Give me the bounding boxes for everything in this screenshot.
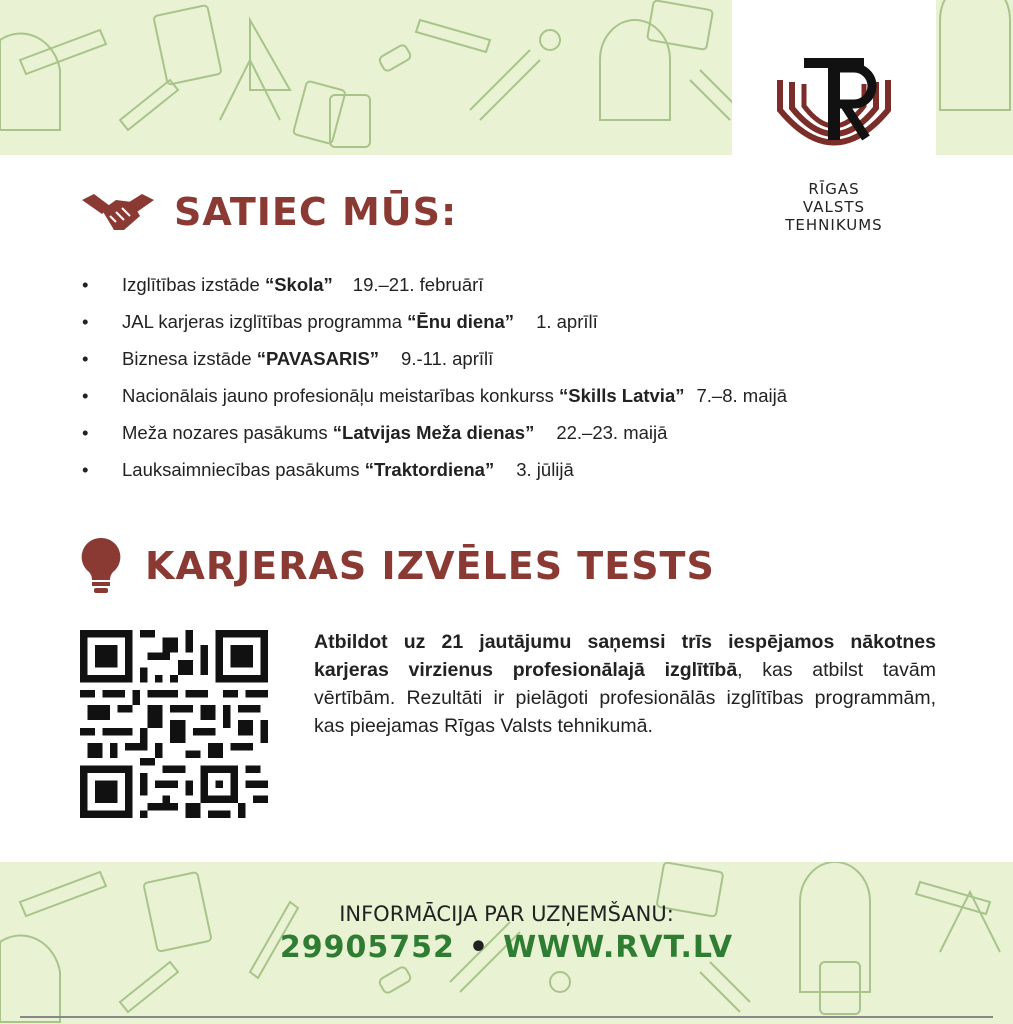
event-date: 3. jūlijā: [516, 459, 574, 480]
event-name: “Traktordiena”: [364, 459, 495, 480]
admissions-info-label: INFORMĀCIJA PAR UZŅEMŠANU:: [339, 902, 674, 926]
handshake-icon: [80, 186, 156, 236]
bullet: •: [82, 311, 89, 332]
logo-line-3: TEHNIKUMS: [785, 216, 883, 234]
logo-line-2: VALSTS: [802, 198, 866, 216]
logo-line-1: RĪGAS: [808, 180, 860, 198]
phone-number[interactable]: 29905752: [279, 930, 455, 965]
event-prefix: Lauksaimniecības pasākums: [122, 459, 365, 480]
event-name: “Skills Latvia”: [559, 385, 685, 406]
event-date: 19.–21. februārī: [352, 274, 484, 295]
contact-line: [0, 930, 1013, 965]
event-name: “Latvijas Meža dienas”: [332, 422, 535, 443]
description-bold: Atbildot uz 21 jautājumu saņemsi trīs iespējamos nākotnes karjeras virzienus profesionālajā izglītībā: [314, 631, 936, 681]
event-date: 9.-11. aprīlī: [401, 348, 494, 369]
bullet: •: [82, 348, 89, 369]
lightbulb-icon: [80, 536, 122, 594]
school-logo: [732, 0, 936, 240]
list-item: [82, 309, 787, 346]
qr-code[interactable]: [80, 630, 268, 818]
bullet: •: [82, 459, 89, 480]
list-item: [82, 383, 787, 420]
event-date: 7.–8. maijā: [696, 385, 787, 406]
event-prefix: Meža nozares pasākums: [122, 422, 333, 443]
list-item: [82, 457, 787, 494]
event-prefix: Biznesa izstāde: [122, 348, 257, 369]
bullet: •: [82, 422, 89, 443]
meet-us-heading: SATIEC MŪS:: [174, 190, 458, 234]
event-prefix: Izglītības izstāde: [122, 274, 265, 295]
event-name: “Ēnu diena”: [407, 311, 515, 332]
list-item: [82, 272, 787, 309]
list-item: [82, 420, 787, 457]
events-list: [82, 272, 787, 494]
bottom-divider: [20, 1016, 993, 1018]
separator-dot: •: [468, 930, 490, 965]
rvt-crest-icon: [732, 0, 936, 180]
bullet: •: [82, 385, 89, 406]
event-date: 1. aprīlī: [536, 311, 598, 332]
event-date: 22.–23. maijā: [556, 422, 668, 443]
event-name: “Skola”: [264, 274, 333, 295]
career-test-heading: KARJERAS IZVĒLES TESTS: [145, 544, 715, 588]
description-rest: , kas atbilst tavām vērtībām. Rezultāti ir pielāgoti profesionālās izglītības programmām, kas pieejamas Rīgas Valsts tehnikumā.: [314, 659, 936, 737]
event-prefix: Nacionālais jauno profesionāļu meistarības konkurss: [122, 385, 560, 406]
bullet: •: [82, 274, 89, 295]
event-name: “PAVASARIS”: [256, 348, 380, 369]
career-test-description: [314, 628, 936, 740]
list-item: [82, 346, 787, 383]
event-prefix: JAL karjeras izglītības programma: [122, 311, 408, 332]
website-link[interactable]: WWW.RVT.LV: [503, 930, 734, 965]
